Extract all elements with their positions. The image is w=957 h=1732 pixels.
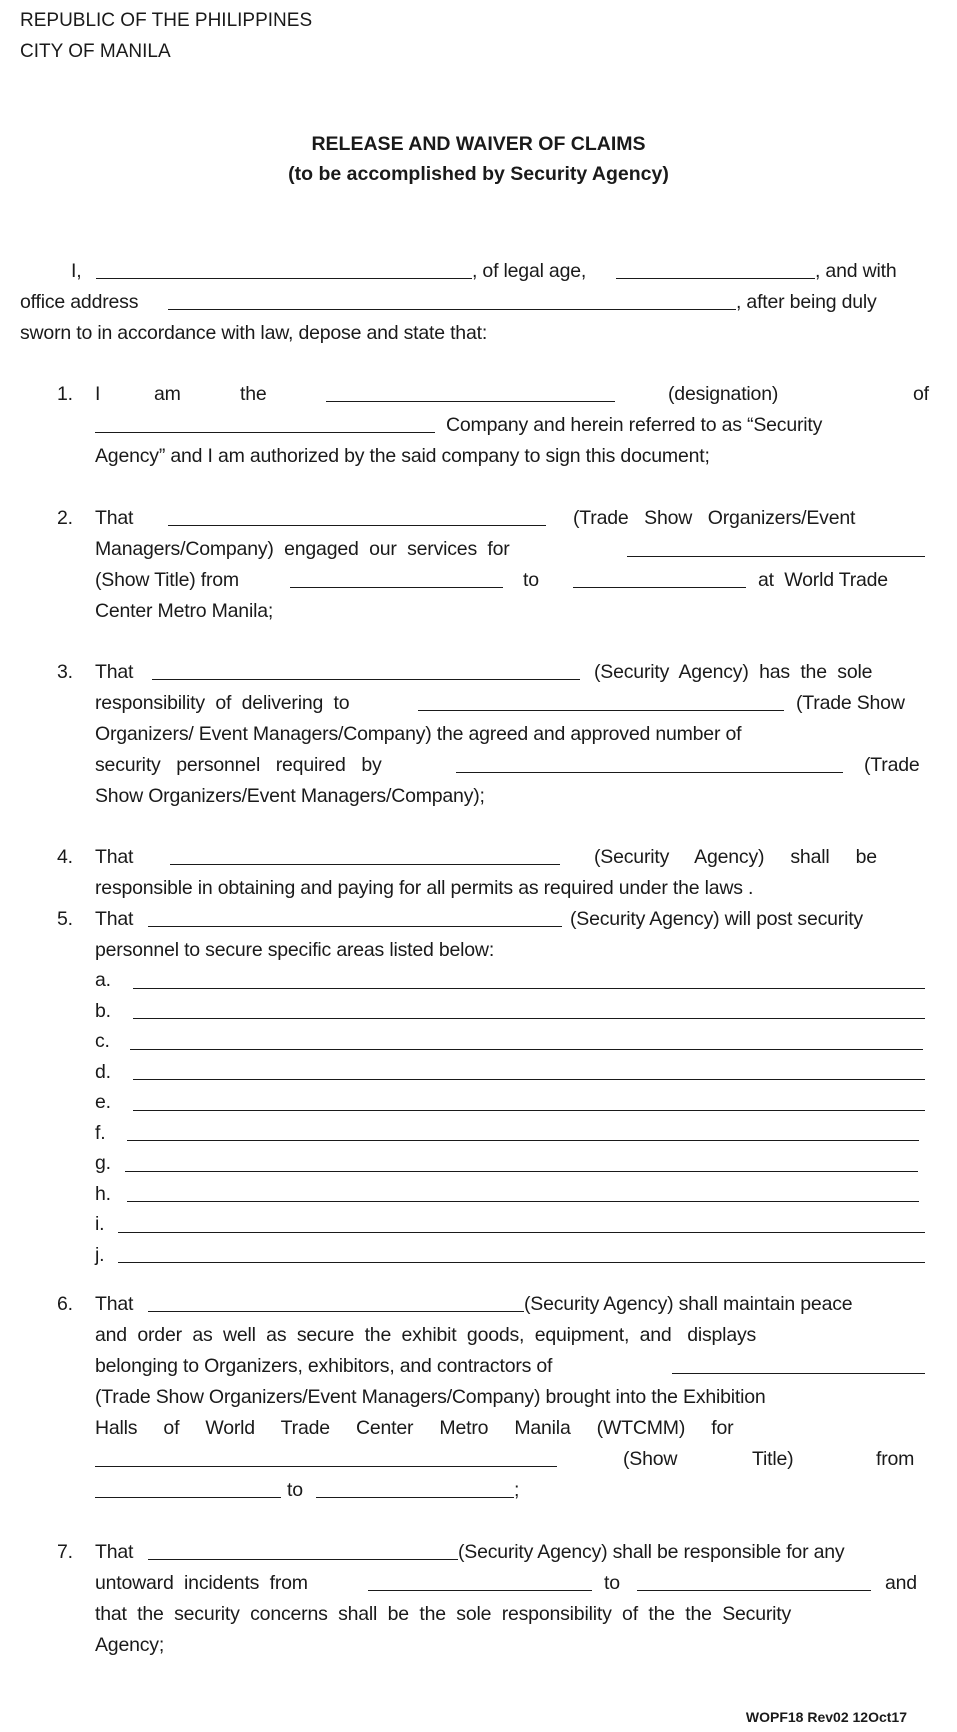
header-city: CITY OF MANILA	[20, 41, 171, 62]
area-blank-h[interactable]	[127, 1201, 919, 1202]
area-blank-g[interactable]	[125, 1171, 918, 1172]
intro-office-address: office address	[20, 291, 139, 313]
item-4-that: That	[95, 846, 134, 868]
area-blank-c[interactable]	[130, 1049, 923, 1050]
organizer-blank-1[interactable]	[168, 525, 546, 526]
item-3-line-3: Organizers/ Event Managers/Company) the agreed and approved number of	[95, 723, 742, 745]
item-3-line-2b: (Trade Show	[796, 692, 905, 714]
item-6-end: ;	[514, 1479, 520, 1501]
item-3-line-1: (Security Agency) has the sole	[594, 661, 873, 683]
item-6-show: (Show	[623, 1448, 678, 1470]
item-2-number: 2.	[57, 507, 73, 529]
area-label-c: c.	[95, 1030, 110, 1052]
area-blank-d[interactable]	[133, 1079, 925, 1080]
item-1-word: I	[95, 383, 101, 405]
area-label-e: e.	[95, 1091, 111, 1113]
item-6-line-3: belonging to Organizers, exhibitors, and contractors of	[95, 1355, 553, 1377]
item-2-line-3b: at World Trade	[758, 569, 888, 591]
intro-after-sworn: , after being duly	[736, 291, 877, 313]
item-6-that: That	[95, 1293, 134, 1315]
item-3-line-4b: (Trade	[864, 754, 920, 776]
item-4-number: 4.	[57, 846, 73, 868]
item-2-to: to	[523, 569, 539, 591]
company-name-blank[interactable]	[95, 432, 435, 433]
item-6-line-4: (Trade Show Organizers/Event Managers/Company) brought into the Exhibition	[95, 1386, 766, 1408]
security-agency-blank-2[interactable]	[170, 864, 560, 865]
item-5-number: 5.	[57, 908, 73, 930]
item-1-word: am	[154, 383, 181, 405]
item-6-line-1: (Security Agency) shall maintain peace	[524, 1293, 853, 1315]
area-label-d: d.	[95, 1061, 111, 1083]
item-3-that: That	[95, 661, 134, 683]
area-label-a: a.	[95, 969, 111, 991]
office-address-blank[interactable]	[168, 309, 736, 310]
date-to-blank-1[interactable]	[573, 587, 746, 588]
area-blank-a[interactable]	[133, 988, 925, 989]
item-1-designation-label: (designation)	[668, 383, 779, 405]
area-label-j: j.	[95, 1244, 105, 1266]
designation-blank[interactable]	[326, 401, 615, 402]
item-7-line-1: (Security Agency) shall be responsible for any	[458, 1541, 845, 1563]
security-agency-blank-5[interactable]	[148, 1559, 458, 1560]
security-agency-blank-1[interactable]	[152, 679, 580, 680]
security-agency-blank-4[interactable]	[148, 1311, 524, 1312]
show-title-blank-1[interactable]	[627, 556, 925, 557]
item-6-line-2: and order as well as secure the exhibit goods, equipment, and displays	[95, 1324, 757, 1346]
item-6-to: to	[287, 1479, 303, 1501]
header-republic: REPUBLIC OF THE PHILIPPINES	[20, 10, 313, 31]
item-2-line-2: Managers/Company) engaged our services for	[95, 538, 510, 560]
security-agency-blank-3[interactable]	[148, 926, 562, 927]
item-5-that: That	[95, 908, 134, 930]
intro-legal-age: , of legal age,	[472, 260, 587, 282]
form-code: WOPF18 Rev02 12Oct17	[745, 1709, 907, 1725]
area-blank-b[interactable]	[133, 1018, 925, 1019]
item-3-number: 3.	[57, 661, 73, 683]
item-4-line-1: (Security Agency) shall be	[594, 846, 877, 868]
item-1-word: the	[240, 383, 267, 405]
item-2-line-3: (Show Title) from	[95, 569, 239, 591]
item-7-line-3: that the security concerns shall be the sole responsibility of the the Security	[95, 1603, 792, 1625]
date-from-blank-2[interactable]	[95, 1497, 281, 1498]
item-6-number: 6.	[57, 1293, 73, 1315]
civil-status-blank[interactable]	[616, 278, 815, 279]
item-2-line-4: Center Metro Manila;	[95, 600, 274, 622]
item-3-line-4: security personnel required by	[95, 754, 382, 776]
organizer-blank-4[interactable]	[672, 1373, 925, 1374]
item-6-title: Title)	[752, 1448, 794, 1470]
item-7-that: That	[95, 1541, 134, 1563]
intro-i: I,	[71, 260, 82, 282]
item-3-line-2: responsibility of delivering to	[95, 692, 350, 714]
item-7-to: to	[604, 1572, 620, 1594]
item-2-that: That	[95, 507, 134, 529]
item-6-from: from	[876, 1448, 915, 1470]
item-3-line-5: Show Organizers/Event Managers/Company);	[95, 785, 485, 807]
area-label-h: h.	[95, 1183, 111, 1205]
item-1-line-3: Agency” and I am authorized by the said company to sign this document;	[95, 445, 710, 467]
item-5-line-2: personnel to secure specific areas listed below:	[95, 939, 495, 961]
document-subtitle: (to be accomplished by Security Agency)	[288, 163, 669, 185]
organizer-blank-3[interactable]	[456, 772, 843, 773]
date-from-blank-3[interactable]	[368, 1590, 592, 1591]
item-1-number: 1.	[57, 383, 73, 405]
area-label-g: g.	[95, 1152, 111, 1174]
item-1-word: of	[913, 383, 929, 405]
date-to-blank-3[interactable]	[637, 1590, 871, 1591]
item-6-line-5: Halls of World Trade Center Metro Manila (WTCMM) for	[95, 1417, 734, 1439]
intro-and-with: , and with	[815, 260, 897, 282]
affiant-name-blank[interactable]	[96, 278, 472, 279]
area-blank-e[interactable]	[133, 1110, 925, 1111]
item-7-number: 7.	[57, 1541, 73, 1563]
item-1-line-2: Company and herein referred to as “Security	[446, 414, 823, 436]
item-7-line-4: Agency;	[95, 1634, 165, 1656]
area-blank-i[interactable]	[118, 1232, 925, 1233]
area-blank-f[interactable]	[127, 1140, 919, 1141]
document-title: RELEASE AND WAIVER OF CLAIMS	[311, 133, 646, 155]
date-from-blank-1[interactable]	[290, 587, 503, 588]
item-4-line-2: responsible in obtaining and paying for all permits as required under the laws .	[95, 877, 754, 899]
area-blank-j[interactable]	[118, 1262, 925, 1263]
show-title-blank-2[interactable]	[95, 1466, 557, 1467]
item-7-line-2: untoward incidents from	[95, 1572, 308, 1594]
area-label-b: b.	[95, 1000, 111, 1022]
date-to-blank-2[interactable]	[316, 1497, 514, 1498]
area-label-f: f.	[95, 1122, 106, 1144]
area-label-i: i.	[95, 1213, 105, 1235]
organizer-blank-2[interactable]	[418, 710, 784, 711]
item-7-and: and	[885, 1572, 917, 1594]
item-2-line-1: (Trade Show Organizers/Event	[573, 507, 856, 529]
intro-sworn: sworn to in accordance with law, depose and state that:	[20, 322, 488, 344]
item-5-line-1: (Security Agency) will post security	[570, 908, 863, 930]
